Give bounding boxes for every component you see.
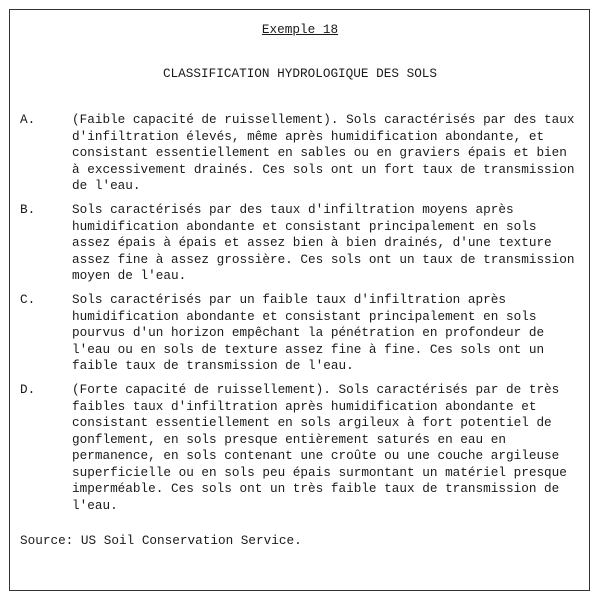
item-label-d: D. (20, 382, 36, 397)
paragraph-line: pourvus d'un horizon empêchant la pénétration en profondeur de (72, 325, 545, 340)
item-paragraph-b (72, 202, 575, 285)
paragraph-line: superficielle ou en sols peu épais surmontant un matériel presque (72, 464, 567, 480)
paragraph-line: humidification abondante et consistant principalement en sols (72, 308, 537, 324)
source-note: Source: US Soil Conservation Service. (20, 533, 302, 548)
item-paragraph-c (72, 292, 544, 375)
paragraph-line: à excessivement drainés. Ces sols ont un fort taux de transmission (72, 161, 575, 177)
paragraph-line: faible taux de transmission de l'eau. (72, 358, 354, 373)
paragraph-line: Sols caractérisés par des taux d'infiltration moyens après (72, 202, 514, 217)
paragraph-line: imperméable. Ces sols ont un très faible taux de transmission de (72, 481, 560, 496)
paragraph-line: permanence, en sols contenant une croûte ou une couche argileuse (72, 448, 560, 463)
paragraph-line: faibles taux d'infiltration après humidification abondante et (72, 398, 537, 414)
item-paragraph-d (72, 382, 567, 514)
paragraph-line: gonflement, en sols presque entièrement saturés en eau en (72, 431, 506, 447)
item-label-c: C. (20, 292, 36, 307)
paragraph-line: assez épais à épais et assez bien à bien drainés, d'une texture (72, 235, 552, 250)
paragraph-line: assez fine à assez grossière. Ces sols ont un taux de transmission (72, 251, 575, 267)
example-heading-text: Exemple 18 (261, 22, 339, 37)
paragraph-line: l'eau ou en sols de texture assez fine à fine. Ces sols ont un (72, 341, 545, 357)
example-heading (0, 22, 600, 39)
paragraph-line: moyen de l'eau. (72, 268, 187, 283)
paragraph-line: consistant essentiellement en sols argileux à fort potentiel de (72, 415, 552, 430)
paragraph-line: (Forte capacité de ruissellement). Sols caractérisés par de très (72, 382, 560, 397)
document-title: CLASSIFICATION HYDROLOGIQUE DES SOLS (162, 66, 438, 81)
paragraph-line: Sols caractérisés par un faible taux d'infiltration après (72, 292, 506, 307)
paragraph-line: consistant essentiellement en sables ou en graviers épais et bien (72, 145, 567, 160)
paragraph-line: humidification abondante et consistant principalement en sols (72, 218, 537, 234)
item-paragraph-a (72, 112, 575, 195)
item-label-a: A. (20, 112, 36, 127)
paragraph-line: l'eau. (72, 497, 118, 513)
paragraph-line: d'infiltration élevés, même après humidification abondante, et (72, 128, 545, 144)
paragraph-line: (Faible capacité de ruissellement). Sols caractérisés par des taux (72, 112, 575, 127)
item-label-b: B. (20, 202, 36, 217)
paragraph-line: de l'eau. (72, 178, 141, 193)
